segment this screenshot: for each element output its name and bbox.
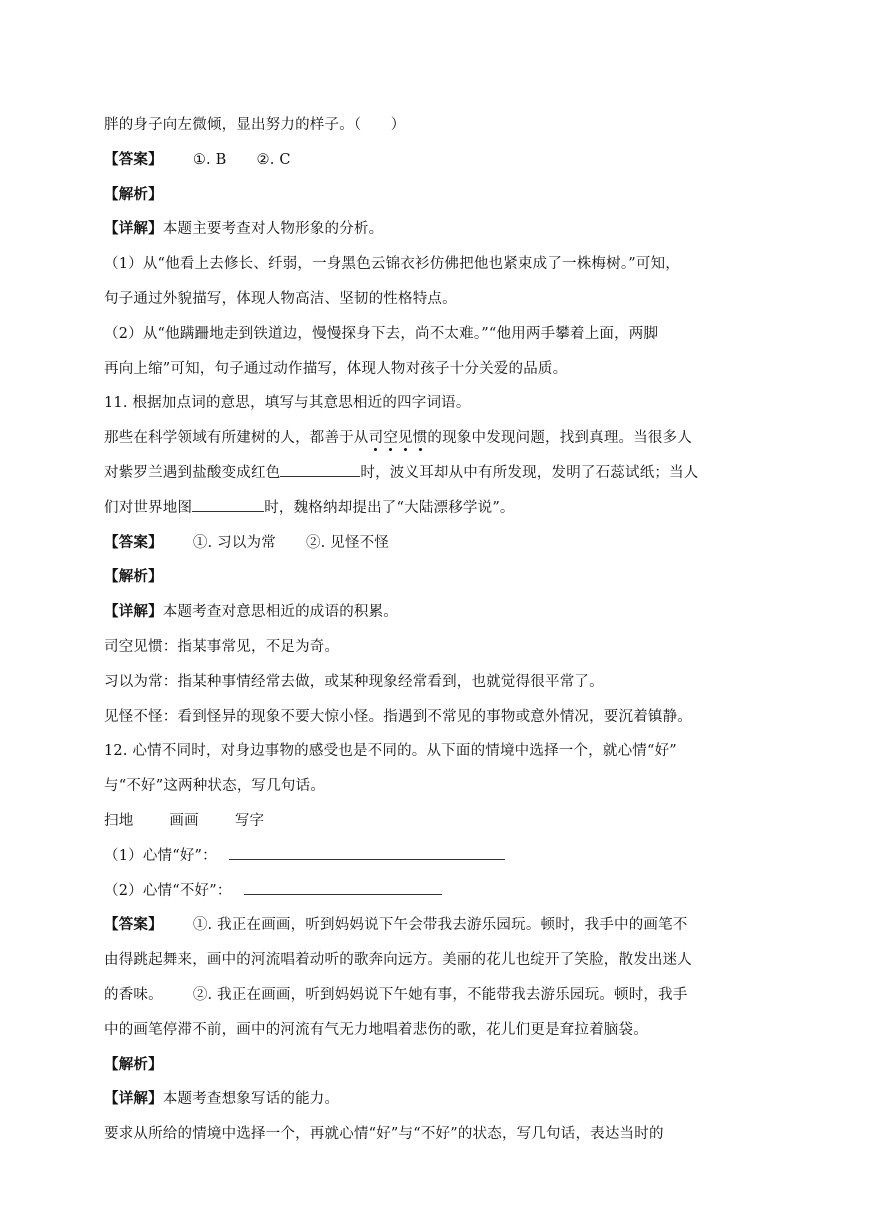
analysis-label: 【解析】 [104, 568, 163, 586]
text-line: 再向上缩”可知，句子通过动作描写，体现人物对孩子十分关爱的品质。 [104, 360, 568, 377]
text-segment: 时，波义耳却从中有所发现，发明了石蕊试纸；当人 [360, 464, 699, 481]
answer-option: ②. 见怪不怪 [305, 534, 390, 551]
text-segment: 们对世界地图 [104, 499, 193, 516]
detail-text: 本题主要考查对人物形象的分析。 [162, 221, 384, 238]
option-draw: 画画 [169, 812, 199, 829]
detail-line [104, 212, 744, 247]
text-line: （2）从“他蹒跚地走到铁道边，慢慢探身下去，尚不太难。”“他用两手攀着上面，两脚 [104, 325, 659, 342]
text-line [104, 456, 744, 491]
blank-label: （1）心情“好”： [104, 847, 217, 864]
blank-label: （2）心情“不好”： [104, 882, 232, 899]
text-line: 胖的身子向左微倾，显出努力的样子。（ ） [104, 117, 406, 133]
dotted-char: 司 [368, 430, 384, 447]
option-write: 写字 [234, 812, 265, 829]
text-line: 中的画笔停滞不前，画中的河流有气无力地唱着悲伤的歌，花儿们更是耷拉着脑袋。 [104, 1021, 648, 1038]
text-line: 由得跳起舞来，画中的河流唱着动听的歌奔向远方。美丽的花儿也绽开了笑脸，散发出迷人 [104, 952, 692, 969]
writing-blank[interactable] [229, 845, 505, 860]
text-line: （1）从“他看上去修长、纤弱，一身黑色云锦衣衫仿佛把他也紧束成了一株梅树。”可知， [104, 256, 680, 273]
text-line [104, 421, 744, 456]
fill-blank[interactable] [280, 462, 360, 477]
answer-option: ②. C [256, 151, 291, 168]
detail-label: 【详解】 [104, 1090, 163, 1108]
text-segment: ②. 我正在画画，听到妈妈说下午她有事，不能带我去游乐园玩。顿时，我手 [192, 986, 688, 1003]
answer-text: ①. 我正在画画，听到妈妈说下午会带我去游乐园玩。顿时，我手中的画笔不 [192, 917, 688, 934]
detail-text: 本题考查想象写话的能力。 [162, 1091, 340, 1108]
text-segment: 时，魏格纳却提出了“大陆漂移学说”。 [264, 499, 515, 516]
text-segment: 对紫罗兰遇到盐酸变成红色 [104, 464, 281, 481]
writing-blank[interactable] [244, 880, 442, 895]
detail-line [104, 595, 744, 630]
answer-label: 【答案】 [104, 533, 163, 551]
detail-label: 【详解】 [104, 220, 163, 238]
dotted-char: 惯 [412, 430, 428, 447]
answer-option: ①. 习以为常 [192, 534, 276, 551]
detail-text: 本题考查对意思相近的成语的积累。 [162, 604, 399, 621]
definition-line: 习以为常：指某种事情经常去做，或某种现象经常看到，也就觉得很平常了。 [104, 673, 604, 690]
blank-line [104, 839, 744, 874]
text-segment: 的香味。 [104, 986, 163, 1003]
answer-label: 【答案】 [104, 150, 163, 168]
answer-line [104, 143, 744, 178]
question-11: 11. 根据加点词的意思，填写与其意思相近的四字词语。 [104, 395, 471, 412]
fill-blank[interactable] [192, 497, 264, 512]
text-line [104, 491, 744, 526]
detail-label: 【详解】 [104, 603, 163, 621]
document-page [104, 108, 744, 1152]
analysis-label: 【解析】 [104, 1055, 163, 1073]
text-line: 与“不好”这两种状态，写几句话。 [104, 778, 326, 795]
options-line [104, 804, 744, 839]
definition-line: 司空见惯：指某事常见，不足为奇。 [104, 638, 340, 655]
text-line: 句子通过外貌描写，体现人物高洁、坚韧的性格特点。 [104, 290, 457, 307]
dotted-char: 空 [383, 430, 399, 447]
question-12: 12. 心情不同时，对身边事物的感受也是不同的。从下面的情境中选择一个，就心情“好” [104, 743, 677, 760]
answer-line [104, 908, 744, 943]
option-sweep: 扫地 [104, 812, 134, 829]
analysis-label: 【解析】 [104, 185, 163, 203]
text-segment: 那些在科学领域有所建树的人，都善于从 [104, 430, 369, 447]
answer-option: ①. B [192, 151, 227, 168]
detail-line [104, 1082, 744, 1117]
blank-line [104, 874, 744, 909]
definition-line: 见怪不怪：看到怪异的现象不要大惊小怪。指遇到不常见的事物或意外情况，要沉着镇静。 [104, 708, 692, 725]
answer-label: 【答案】 [104, 916, 163, 934]
text-line [104, 978, 744, 1013]
text-line: 要求从所给的情境中选择一个，再就心情“好”与“不好”的状态，写几句话，表达当时的 [104, 1126, 664, 1143]
answer-line [104, 526, 744, 561]
dotted-char: 见 [398, 430, 413, 447]
text-segment: 的现象中发现问题，找到真理。当很多人 [427, 430, 693, 447]
